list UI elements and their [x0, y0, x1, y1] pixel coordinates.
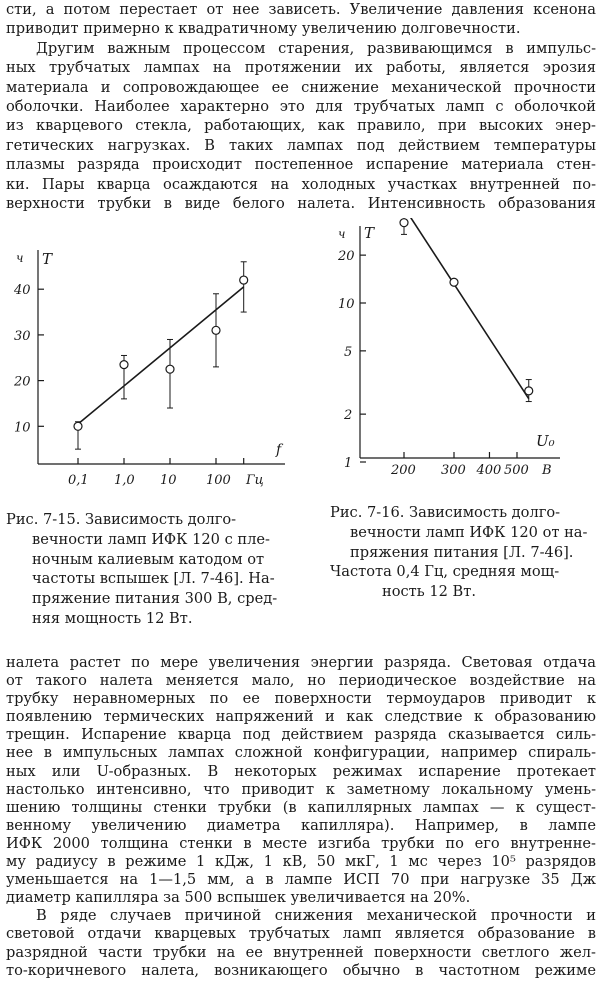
- x-tick-label: 300: [441, 463, 466, 478]
- top-paragraph: [6, 0, 596, 213]
- data-point: [212, 326, 220, 334]
- text-line: плазмы разряда происходит постепенное испарение материала стен-: [6, 156, 596, 174]
- caption-line: Рис. 7-16. Зависимость долго-: [330, 504, 561, 521]
- fit-line: [78, 287, 244, 424]
- text-line: материала и сопровождающее ее снижение механической прочности: [6, 78, 596, 96]
- y-axis-label: T: [42, 250, 53, 268]
- text-line: разрядной части трубки на ее внутренней поверхности светлого жел-: [6, 943, 596, 961]
- caption-line: пряжения питания [Л. 7-46].: [350, 543, 574, 561]
- text-line: ных трубчатых лампах на протяжении их работы, является эрозия: [6, 59, 596, 77]
- text-line: венному увеличению диаметра капилляра). Например, в лампе: [6, 816, 596, 834]
- text-line: от такого налета меняется мало, но периодическое воздействие на: [6, 672, 596, 690]
- caption-line: вечности ламп ИФК 120 с пле-: [32, 530, 270, 548]
- text-line: ки. Пары кварца осаждаются на холодных участках внутренней по-: [6, 175, 596, 193]
- x-axis-label: U₀: [536, 432, 555, 450]
- x-unit-label: В: [542, 463, 552, 478]
- caption-line: частоты вспышек [Л. 7-46]. На-: [32, 570, 275, 588]
- y-tick-label: 10: [14, 420, 31, 436]
- y-tick-label: 1: [344, 456, 353, 471]
- caption-line: пряжение питания 300 В, сред-: [32, 590, 278, 608]
- figure-7-15-caption: [6, 510, 277, 629]
- x-tick-label: 500: [503, 463, 529, 478]
- figure-7-16-caption: [330, 503, 587, 602]
- text-line: трещин. Испарение кварца под действием разряда сказывается силь-: [6, 726, 596, 744]
- x-unit-label: Гц: [246, 473, 264, 488]
- y-axis-label: T: [364, 224, 375, 242]
- data-point: [400, 219, 408, 227]
- text-line: сти, а потом перестает от нее зависеть. Увеличение давления ксенона: [6, 1, 596, 18]
- y-unit-label: ч: [16, 251, 24, 265]
- y-tick-label: 5: [344, 344, 353, 360]
- x-tick-label: 400: [476, 463, 502, 478]
- caption-line: няя мощность 12 Вт.: [32, 609, 193, 627]
- text-line: приводит примерно к квадратичному увеличению долговечности.: [6, 20, 521, 38]
- text-line: ных или U-образных. В некоторых режимах испарение протекает: [6, 762, 596, 780]
- caption-line: вечности ламп ИФК 120 от на-: [350, 523, 588, 541]
- caption-line: ность 12 Вт.: [382, 583, 476, 601]
- x-tick-label: 10: [160, 473, 177, 488]
- caption-line: Частота 0,4 Гц, средняя мощ-: [330, 563, 560, 581]
- text-line: гетических нагрузках. В таких лампах под действием температуры: [6, 136, 596, 154]
- caption-line: Рис. 7-15. Зависимость долго-: [6, 511, 237, 528]
- text-line: уменьшается на 1—1,5 мм, а в лампе ИСП 70 при нагрузке 35 Дж: [6, 871, 596, 889]
- text-line: диаметр капилляра за 500 вспышек увеличивается на 20%.: [6, 889, 471, 907]
- data-point: [166, 365, 174, 373]
- fit-line: [404, 218, 529, 399]
- text-line: настолько интенсивно, что приводит к заметному локальному умень-: [6, 780, 596, 798]
- x-tick-label: 1,0: [114, 473, 135, 488]
- text-line: шению толщины стенки трубки (в капиллярных лампах — к сущест-: [6, 798, 596, 816]
- y-tick-label: 30: [14, 328, 31, 344]
- y-tick-label: 20: [338, 249, 355, 265]
- x-axis-label: f: [276, 442, 282, 458]
- text-line: световой отдачи кварцевых трубчатых ламп является образование в: [6, 925, 596, 943]
- text-line: Другим важным процессом старения, развивающимся в импульс-: [36, 39, 596, 57]
- data-point: [525, 387, 533, 395]
- x-tick-label: 200: [391, 463, 416, 478]
- data-point: [120, 361, 128, 369]
- bottom-paragraph: [6, 654, 596, 980]
- text-line: трубку неравномерных по ее поверхности термоударов приводит к: [6, 690, 596, 708]
- caption-line: ночным калиевым катодом от: [32, 550, 265, 568]
- y-tick-label: 40: [14, 283, 31, 299]
- figure-7-16-chart: [320, 218, 602, 488]
- y-tick-label: 20: [14, 374, 31, 390]
- data-point: [74, 422, 82, 430]
- text-line: В ряде случаев причиной снижения механической прочности и: [36, 907, 596, 925]
- y-tick-label: 10: [338, 297, 355, 312]
- text-line: верхности трубки в виде белого налета. Интенсивность образования: [6, 195, 596, 213]
- data-point: [240, 276, 248, 284]
- figure-7-15-chart: [0, 232, 300, 502]
- text-line: из кварцевого стекла, работающих, как правило, при высоких энер-: [6, 117, 596, 135]
- text-line: оболочки. Наиболее характерно это для трубчатых ламп с оболочкой: [6, 98, 596, 116]
- text-line: нее в импульсных лампах сложной конфигурации, например спираль-: [6, 744, 596, 762]
- text-line: то-коричневого налета, возникающего обычно в частотном режиме: [6, 961, 596, 979]
- x-tick-label: 0,1: [68, 473, 89, 488]
- data-point: [450, 278, 458, 286]
- text-line: му радиусу в режиме 1 кДж, 1 кВ, 50 мкГ, 1 мс через 10⁵ разрядов: [6, 853, 596, 871]
- y-unit-label: ч: [338, 227, 346, 241]
- y-tick-label: 2: [344, 408, 353, 424]
- text-line: налета растет по мере увеличения энергии разряда. Световая отдача: [6, 654, 596, 671]
- text-line: ИФК 2000 толщина стенки в месте изгиба трубки по его внутренне-: [6, 834, 596, 852]
- x-tick-label: 100: [206, 473, 231, 488]
- text-line: появлению термических напряжений и как следствие к образованию: [6, 708, 596, 726]
